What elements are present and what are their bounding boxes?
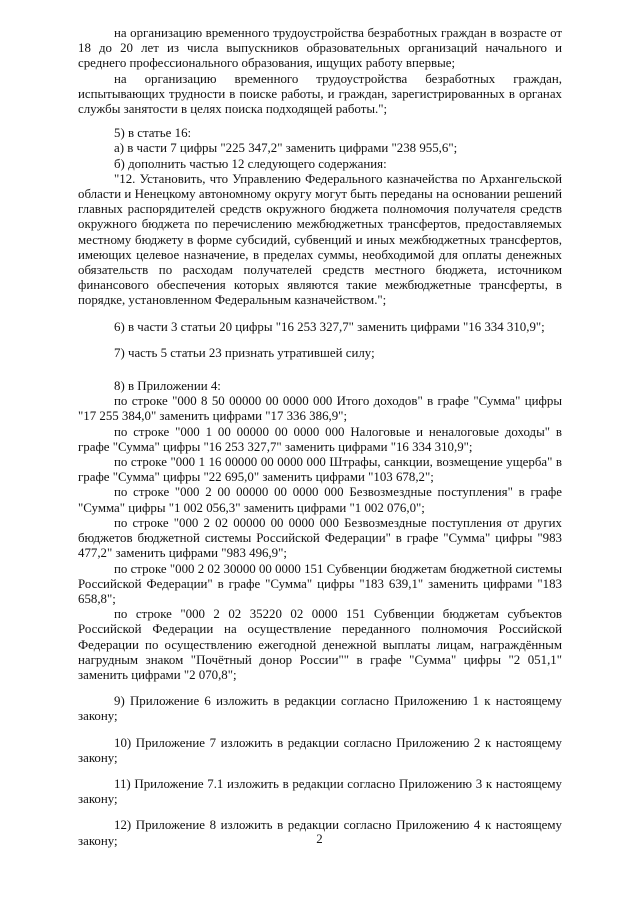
paragraph-fines: по строке "000 1 16 00000 00 0000 000 Штрафы, санкции, возмещение ущерба" в графе "Сумма" цифры "22 695,0" заменить цифрами "103 678,2"; xyxy=(78,455,562,485)
paragraph-youth-employment: на организацию временного трудоустройства безработных граждан в возрасте от 18 до 20 лет из числа выпускников образовательных организаций начального и среднего профессионального образования, ищущих работу впервые; xyxy=(78,26,562,71)
paragraph-donor-subventions: по строке "000 2 02 35220 02 0000 151 Субвенции бюджетам субъектов Российской Федерации на осуществление переданного полномочия Российской Федерации по осуществлению ежегодной денежной выплаты лицам, награждённым нагрудным знаком "Почётный донор России"" в графе "Сумма" цифры "2 051,1" заменить цифрами "2 070,8"; xyxy=(78,607,562,682)
paragraph-total-income: по строке "000 8 50 00000 00 0000 000 Итого доходов" в графе "Сумма" цифры "17 255 384,0" заменить цифрами "17 336 386,9"; xyxy=(78,394,562,424)
page-number: 2 xyxy=(316,832,323,846)
document-body xyxy=(78,26,562,849)
paragraph-article-20: 6) в части 3 статьи 20 цифры "16 253 327,7" заменить цифрами "16 334 310,9"; xyxy=(114,319,545,334)
paragraph-other-budgets: по строке "000 2 02 00000 00 0000 000 Безвозмездные поступления от других бюджетов бюджетной системы Российской Федерации" в графе "Сумма" цифры "983 477,2" заменить цифрами "983 496,9"; xyxy=(78,515,562,561)
paragraph-hard-to-employ: на организацию временного трудоустройства безработных граждан, испытывающих трудности в поиске работы, и граждан, зарегистрированных в органах службы занятости в целях поиска подходящей работы."; xyxy=(78,71,562,117)
paragraph-tax-income: по строке "000 1 00 00000 00 0000 000 Налоговые и неналоговые доходы" в графе "Сумма" цифры "16 253 327,7" заменить цифрами "16 334 310,9"; xyxy=(78,424,562,454)
paragraph-appendix-7-1: 11) Приложение 7.1 изложить в редакции согласно Приложению 3 к настоящему закону; xyxy=(78,776,562,807)
paragraph-gratuitous-receipts: по строке "000 2 00 00000 00 0000 000 Безвозмездные поступления" в графе "Сумма" цифры "1 002 056,3" заменить цифрами "1 002 076,0"; xyxy=(78,485,562,515)
paragraph-subventions: по строке "000 2 02 30000 00 0000 151 Субвенции бюджетам бюджетной системы Российской Федерации" в графе "Сумма" цифры "183 639,1" заменить цифрами "183 658,8"; xyxy=(78,561,562,606)
paragraph-appendix-4: 8) в Приложении 4: xyxy=(114,379,221,394)
paragraph-article-16: 5) в статье 16: xyxy=(114,126,192,141)
paragraph-part-12: "12. Установить, что Управлению Федерального казначейства по Архангельской области и Ненецкому автономному округу могут быть переданы на основании решений главных распорядителей средств окружного бюджета полномочия получателя средств окружного бюджета по перечислению межбюджетных трансфертов, предоставляемых местному бюджету в форме субсидий, субвенций и иных межбюджетных трансфертов, имеющих целевое назначение, в пределах суммы, необходимой для оплаты денежных обязательств по расходам получателей средств местного бюджета, источником финансового обеспечения которых являются такие межбюджетные трансферты, в порядке, установленном Федеральным казначейством."; xyxy=(78,171,562,308)
paragraph-appendix-7: 10) Приложение 7 изложить в редакции согласно Приложению 2 к настоящему закону; xyxy=(78,735,562,765)
paragraph-appendix-8: 12) Приложение 8 изложить в редакции согласно Приложению 4 к настоящему закону; xyxy=(78,818,562,848)
paragraph-article-16-a: а) в части 7 цифры "225 347,2" заменить цифрами "238 955,6"; xyxy=(114,141,458,156)
paragraph-appendix-6: 9) Приложение 6 изложить в редакции согласно Приложению 1 к настоящему закону; xyxy=(78,694,562,724)
paragraph-article-23: 7) часть 5 статьи 23 признать утратившей силу; xyxy=(114,345,375,360)
paragraph-article-16-b: б) дополнить частью 12 следующего содержания: xyxy=(114,156,387,171)
